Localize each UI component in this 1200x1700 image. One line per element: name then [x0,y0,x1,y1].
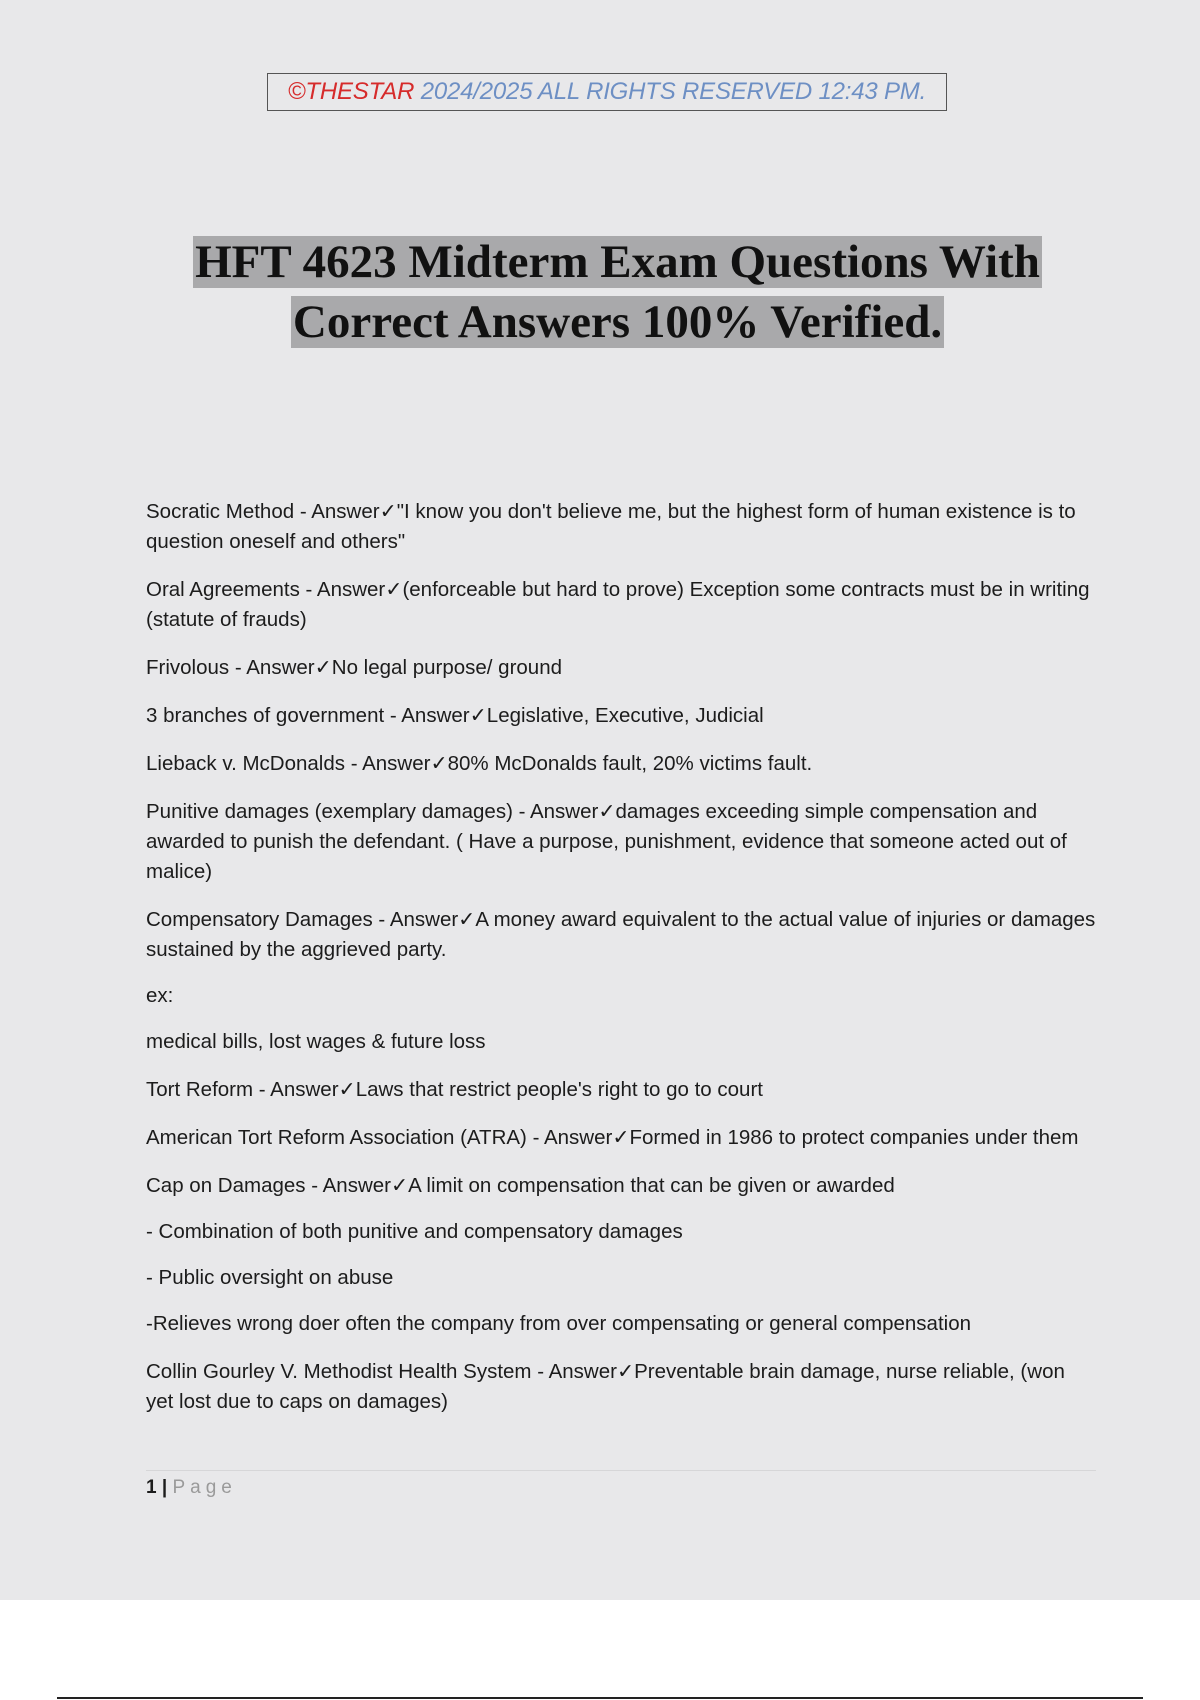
qa-entry: Tort Reform - Answer✓Laws that restrict people's right to go to court [146,1078,763,1101]
qa-entry: - Combination of both punitive and compensatory damages [146,1220,683,1243]
bottom-divider [57,1697,1143,1699]
qa-entry: Oral Agreements - Answer✓(enforceable but hard to prove) Exception some contracts must be in writing (statute of frauds) [146,578,1090,631]
qa-entry: Lieback v. McDonalds - Answer✓80% McDonalds fault, 20% victims fault. [146,752,813,775]
page-separator: | [156,1477,173,1498]
qa-content [146,497,1096,1435]
document-title [0,232,1200,352]
copyright-brand: ©THESTAR [287,78,415,105]
qa-entry: medical bills, lost wages & future loss [146,1030,486,1053]
qa-entry: Punitive damages (exemplary damages) - Answer✓damages exceeding simple compensation and awarded to punish the defendant. ( Have a purpose, punishment, evidence that someone acted out of malice) [146,800,1067,883]
qa-entry: 3 branches of government - Answer✓Legislative, Executive, Judicial [146,704,764,727]
page-label: Page [172,1477,237,1498]
qa-entry: -Relieves wrong doer often the company from over compensating or general compensation [146,1312,971,1335]
page-number: 1 [146,1477,157,1498]
copyright-banner [267,73,947,111]
page-footer [146,1470,1096,1499]
qa-entry: Frivolous - Answer✓No legal purpose/ ground [146,656,562,679]
qa-entry: - Public oversight on abuse [146,1266,394,1289]
qa-entry: Socratic Method - Answer✓"I know you don't believe me, but the highest form of human existence is to question oneself and others" [146,500,1076,553]
copyright-text: 2024/2025 ALL RIGHTS RESERVED 12:43 PM. [414,78,927,105]
qa-entry: ex: [146,984,174,1007]
title-line-2: Correct Answers 100% Verified. [292,296,943,348]
qa-entry: Collin Gourley V. Methodist Health System - Answer✓Preventable brain damage, nurse reliable, (won yet lost due to caps on damages) [146,1360,1065,1413]
qa-entry: Cap on Damages - Answer✓A limit on compensation that can be given or awarded [146,1174,895,1197]
qa-entry: American Tort Reform Association (ATRA) - Answer✓Formed in 1986 to protect companies under them [146,1126,1079,1149]
qa-entry: Compensatory Damages - Answer✓A money award equivalent to the actual value of injuries or damages sustained by the aggrieved party. [146,908,1096,961]
title-line-1: HFT 4623 Midterm Exam Questions With [195,236,1040,288]
